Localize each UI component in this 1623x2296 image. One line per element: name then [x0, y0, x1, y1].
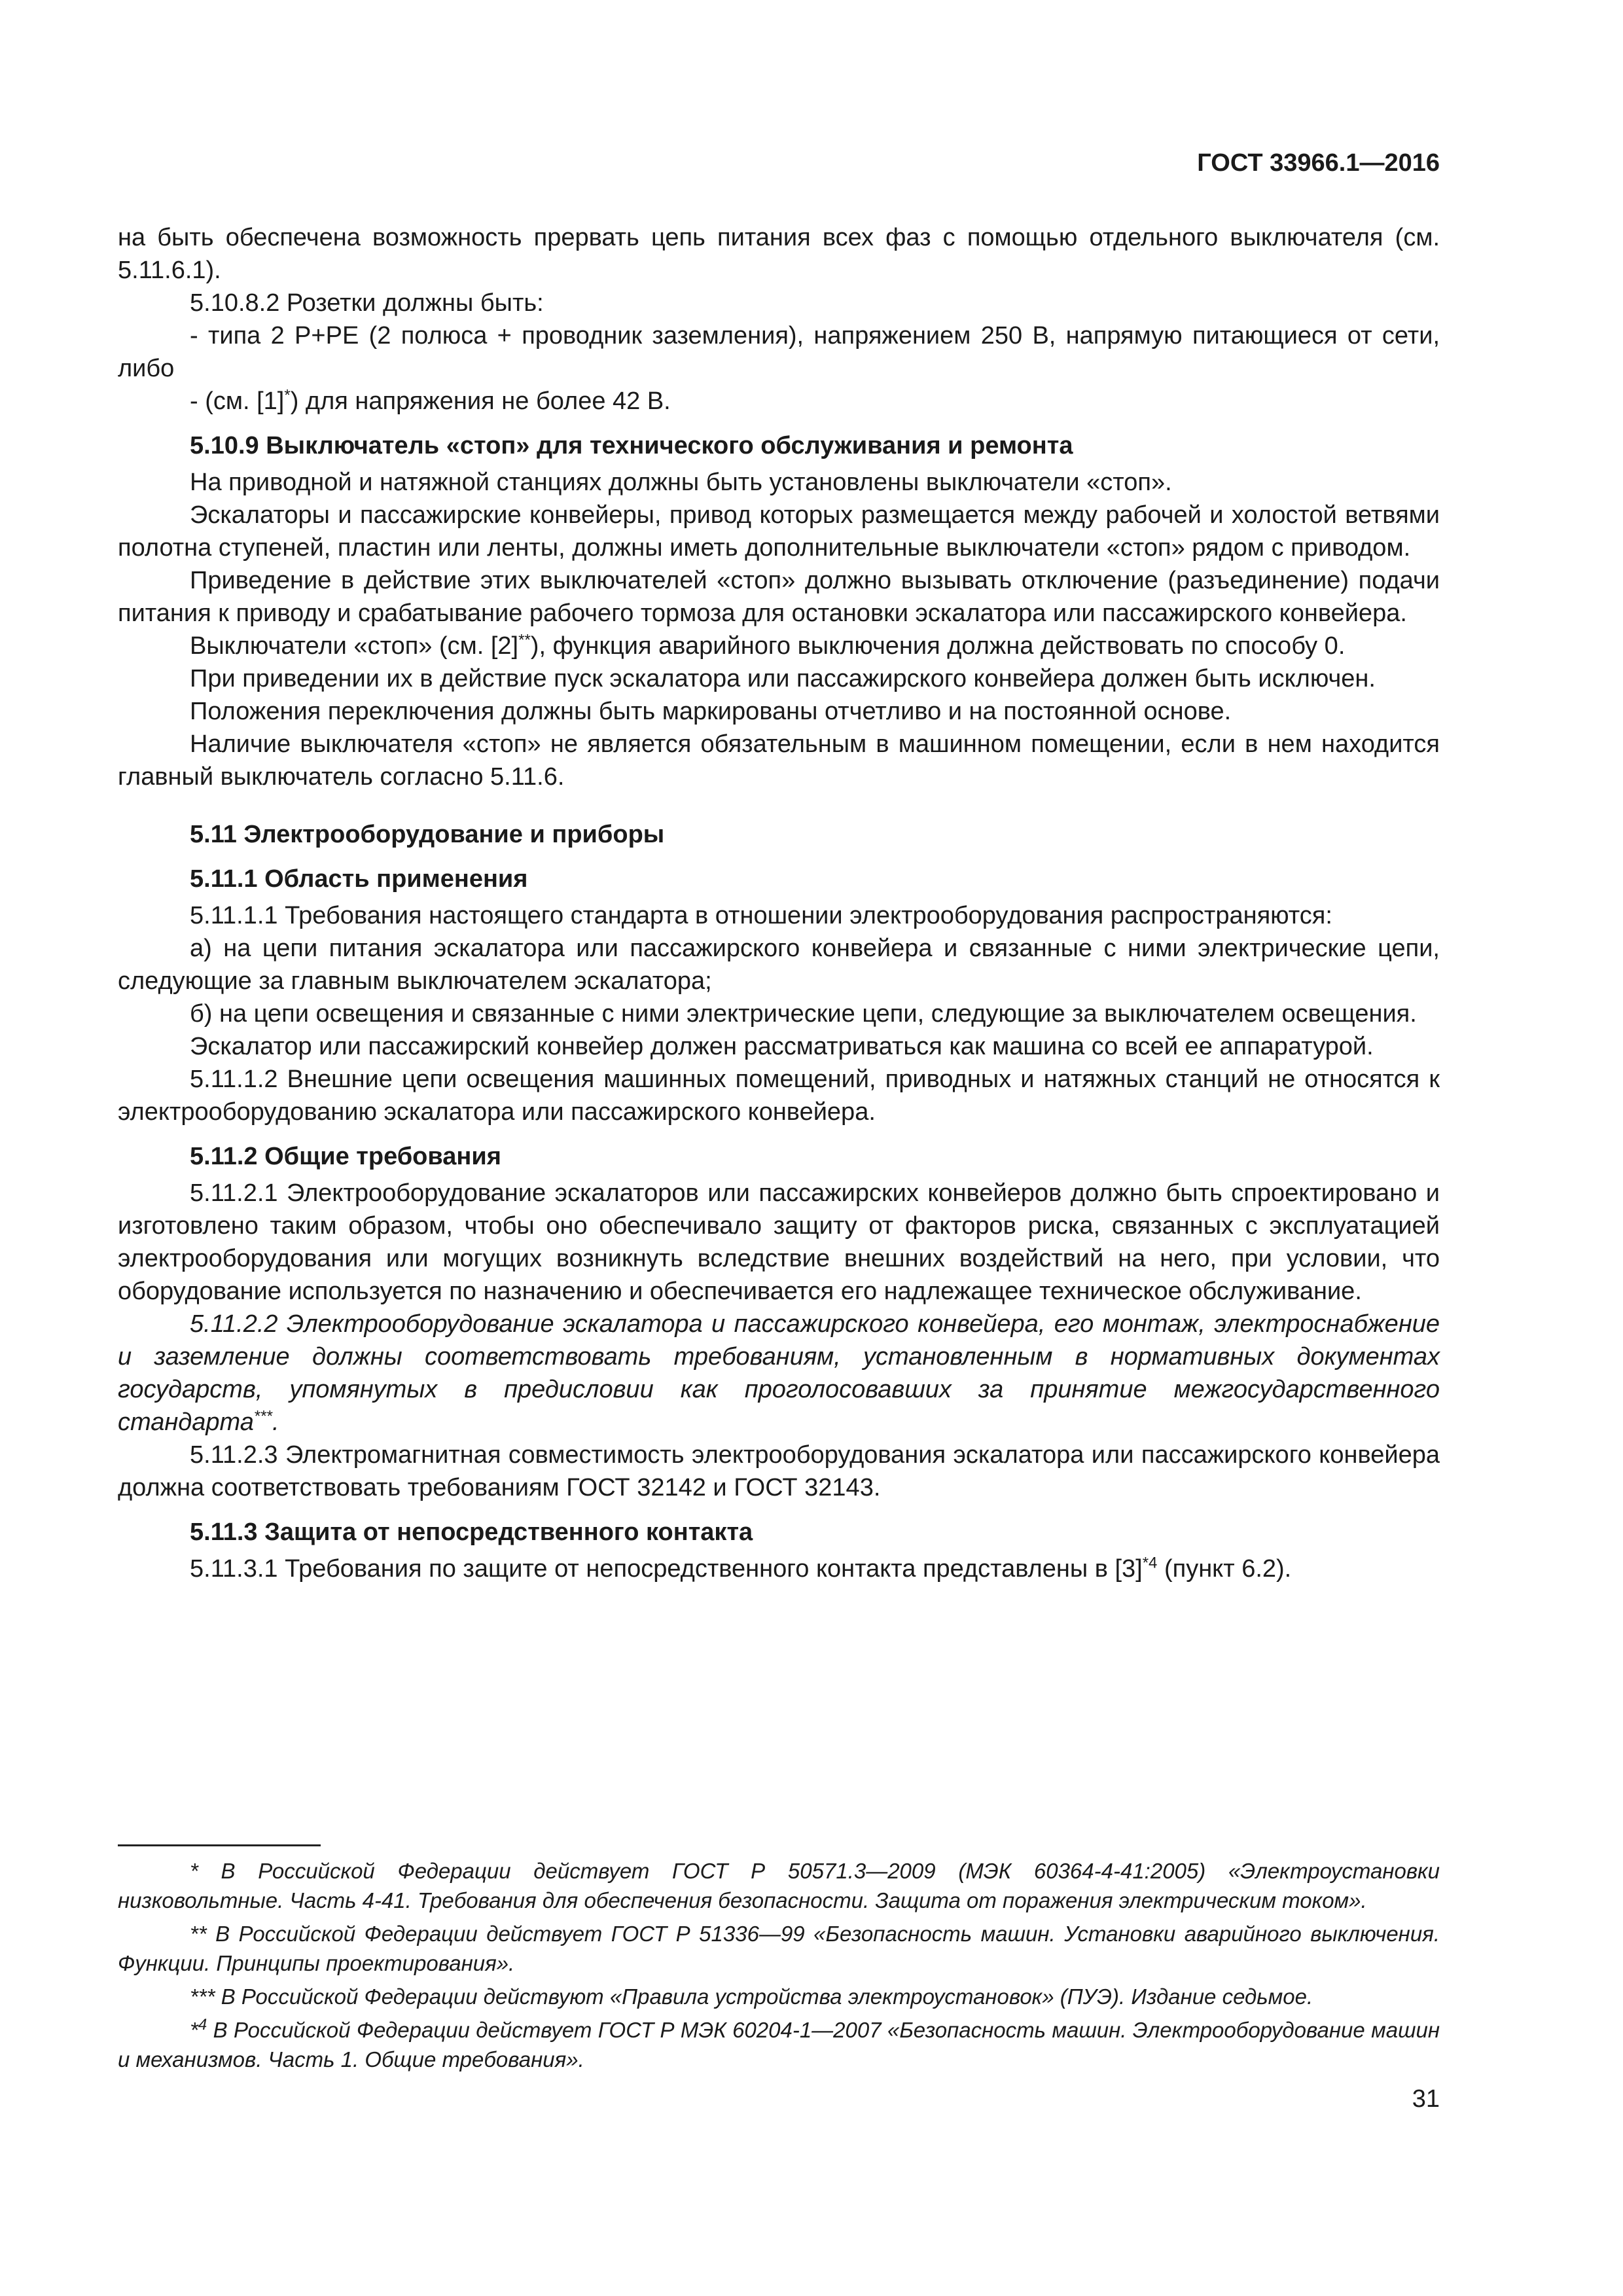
paragraph: Положения переключения должны быть маркированы отчетливо и на постоянной основе. — [190, 698, 1232, 725]
section-heading: 5.11.1 Область применения — [190, 865, 528, 893]
paragraph: Эскалаторы и пассажирские конвейеры, привод которых размещается между рабочей и холостой ветвями полотна ступеней, пластин или ленты, должны иметь дополнительные выключатели «стоп» рядом с приводом. — [118, 501, 1440, 562]
footnote-ref: *** — [253, 1407, 272, 1426]
section-heading: 5.11.3 Защита от непосредственного контакта — [190, 1518, 753, 1546]
paragraph: 5.10.8.2 Розетки должны быть: — [190, 289, 544, 317]
page-number: 31 — [1412, 2085, 1440, 2113]
paragraph: на быть обеспечена возможность прервать цепь питания всех фаз с помощью отдельного выключателя (см. 5.11.6.1). — [118, 224, 1440, 284]
text: 5.11.2.2 Электрооборудование эскалатора и пассажирского конвейера, его монтаж, электроснабжение и заземление должны соответствовать требованиям, установленным в нормативных документах государств, упомянутых в предисловии как проголосовавших за принятие межгосударственного стандарта — [118, 1310, 1440, 1436]
text: ) для напряжения не более 42 В. — [290, 387, 671, 415]
footnote-mark: 4 — [198, 2016, 207, 2034]
paragraph: При приведении их в действие пуск эскалатора или пассажирского конвейера должен быть исключен. — [190, 665, 1376, 692]
section-heading: 5.11 Электрооборудование и приборы — [190, 821, 665, 848]
document-header: ГОСТ 33966.1—2016 — [1197, 149, 1440, 177]
paragraph: На приводной и натяжной станциях должны быть установлены выключатели «стоп». — [190, 469, 1172, 496]
footnote: * В Российской Федерации действует ГОСТ Р 50571.3—2009 (МЭК 60364-4-41:2005) «Электроустановки низковольтные. Часть 4-41. Требования для обеспечения безопасности. Защита от поражения электрическим током». — [118, 1859, 1440, 1912]
text: 5.11.3.1 Требования по защите от непосредственного контакта представлены в [3] — [190, 1555, 1143, 1583]
footnote-ref: * — [284, 386, 291, 404]
footnote-divider — [118, 1844, 321, 1846]
footnotes — [118, 1856, 1440, 2078]
text: ), функция аварийного выключения должна действовать по способу 0. — [530, 632, 1346, 660]
text: Выключатели «стоп» (см. [2] — [190, 632, 519, 660]
footnote — [118, 2015, 1440, 2074]
paragraph: 5.11.2.1 Электрооборудование эскалаторов или пассажирских конвейеров должно быть спроектировано и изготовлено таким образом, чтобы оно обеспечивало защиту от факторов риска, связанных с эксплуатацией электрооборудования или могущих возникнуть вследствие внешних воздействий на него, при условии, что оборудование используется по назначению и обеспечивается его надлежащее техническое обслуживание. — [118, 1179, 1440, 1305]
text: - (см. [1] — [190, 387, 285, 415]
paragraph: - типа 2 Р+РЕ (2 полюса + проводник заземления), напряжением 250 В, напрямую питающиеся от сети, либо — [118, 322, 1440, 382]
footnote-ref: ** — [518, 631, 531, 649]
paragraph: Эскалатор или пассажирский конвейер должен рассматриваться как машина со всей ее аппаратурой. — [190, 1033, 1374, 1060]
paragraph — [118, 1552, 1440, 1585]
paragraph: Приведение в действие этих выключателей «стоп» должно вызывать отключение (разъединение) подачи питания к приводу и срабатывание рабочего тормоза для остановки эскалатора или пассажирского конвейера. — [118, 567, 1440, 627]
text: * — [190, 2018, 198, 2042]
text: . — [272, 1408, 279, 1436]
paragraph — [118, 385, 1440, 418]
document-page — [118, 0, 1440, 2296]
paragraph: а) на цепи питания эскалатора или пассажирского конвейера и связанные с ними электрические цепи, следующие за главным выключателем эскалатора; — [118, 935, 1440, 995]
footnote-ref: *4 — [1142, 1554, 1158, 1572]
footnote: *** В Российской Федерации действуют «Правила устройства электроустановок» (ПУЭ). Издание седьмое. — [190, 1984, 1313, 2009]
paragraph-italic — [118, 1308, 1440, 1439]
document-body — [118, 221, 1440, 1585]
paragraph: 5.11.2.3 Электромагнитная совместимость электрооборудования эскалатора или пассажирского конвейера должна соответствовать требованиям ГОСТ 32142 и ГОСТ 32143. — [118, 1441, 1440, 1501]
paragraph: 5.11.1.2 Внешние цепи освещения машинных помещений, приводных и натяжных станций не относятся к электрооборудованию эскалатора или пассажирского конвейера. — [118, 1066, 1440, 1126]
paragraph: 5.11.1.1 Требования настоящего стандарта в отношении электрооборудования распространяются: — [190, 902, 1332, 929]
paragraph — [118, 630, 1440, 662]
text: В Российской Федерации действует ГОСТ Р МЭК 60204-1—2007 «Безопасность машин. Электрооборудование машин и механизмов. Часть 1. Общие требования». — [118, 2018, 1440, 2072]
footnote: ** В Российской Федерации действует ГОСТ Р 51336—99 «Безопасность машин. Установки аварийного выключения. Функции. Принципы проектирования». — [118, 1922, 1440, 1975]
text: (пункт 6.2). — [1157, 1555, 1292, 1583]
paragraph: Наличие выключателя «стоп» не является обязательным в машинном помещении, если в нем находится главный выключатель согласно 5.11.6. — [118, 730, 1440, 791]
section-heading: 5.10.9 Выключатель «стоп» для технического обслуживания и ремонта — [190, 432, 1073, 459]
paragraph: б) на цепи освещения и связанные с ними электрические цепи, следующие за выключателем освещения. — [190, 1000, 1417, 1028]
section-heading: 5.11.2 Общие требования — [190, 1143, 501, 1170]
